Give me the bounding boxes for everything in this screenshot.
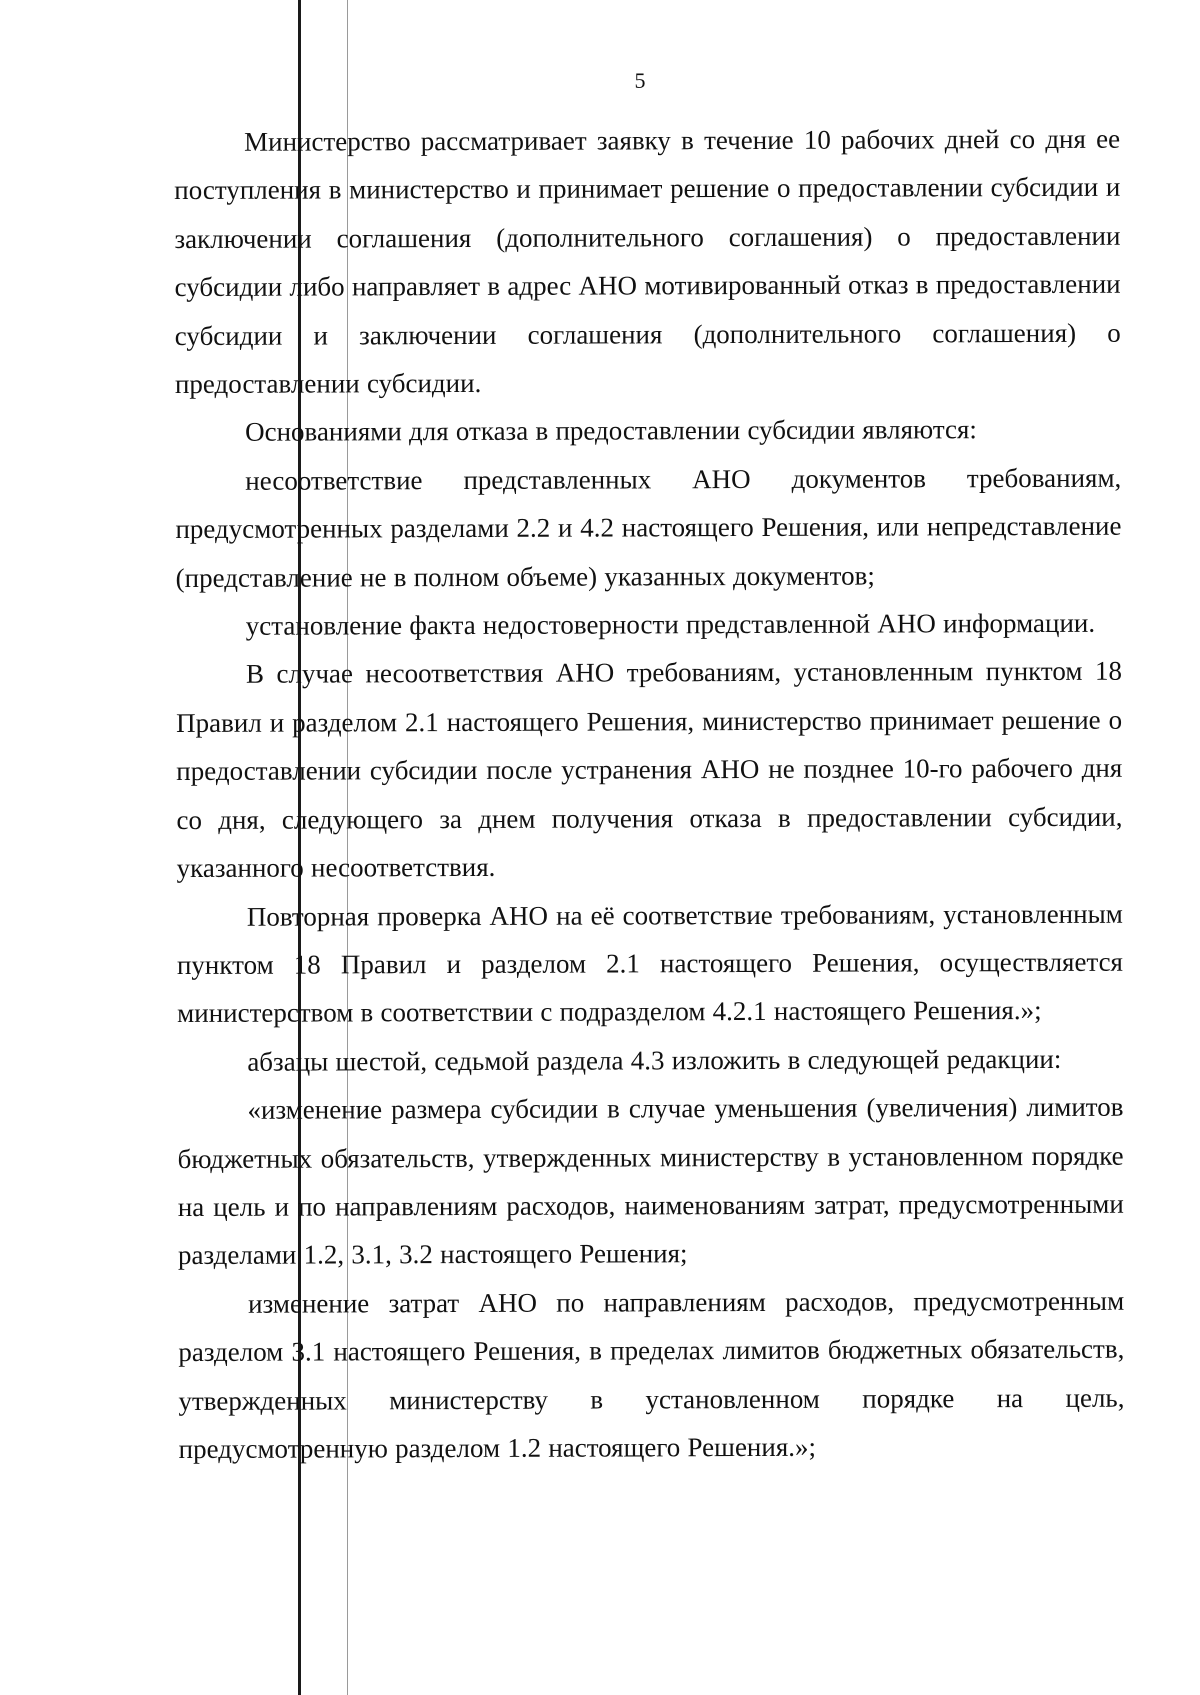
paragraph-amendment-instruction: абзацы шестой, седьмой раздела 4.3 изложить в следующей редакции:	[247, 1043, 1062, 1077]
paragraph-noncompliance-case: В случае несоответствия АНО требованиям, установленным пунктом 18 Правил и разделом 2.1 настоящего Решения, министерство принимает решение о предоставлении субсидии после устранения АНО не позднее 10-го рабочего дня со дня, следующего за днем получения отказа в предоставлении субсидии, указанного несоответствия.	[176, 656, 1123, 884]
paragraph-application-review: Министерство рассматривает заявку в течение 10 рабочих дней со дня ее поступления в министерство и принимает решение о предоставлении субсидии и заключении соглашения (дополнительного соглашения) о предоставлении субсидии либо направляет в адрес АНО мотивированный отказ в предоставлении субсидии и заключении соглашения (дополнительного соглашения) о предоставлении субсидии.	[174, 123, 1121, 400]
page-number: 5	[634, 68, 646, 93]
document-body	[174, 115, 1125, 1474]
paragraph-refusal-grounds-heading: Основаниями для отказа в предоставлении субсидии являются:	[245, 414, 977, 448]
paragraph-cost-change: изменение затрат АНО по направлениям расходов, предусмотренным разделом 3.1 настоящего Решения, в пределах лимитов бюджетных обязательств, утвержденных министерству в установленном порядке на цель, предусмотренную разделом 1.2 настоящего Решения.»;	[178, 1285, 1125, 1464]
paragraph-false-information: установление факта недостоверности представленной АНО информации.	[245, 607, 1096, 641]
paragraph-repeat-check: Повторная проверка АНО на её соответствие требованиям, установленным пунктом 18 Правил и разделом 2.1 настоящего Решения, осуществляется министерством в соответствии с подразделом 4.2.1 настоящего Решения.»;	[176, 898, 1124, 1029]
paragraph-subsidy-size-change: «изменение размера субсидии в случае уменьшения (увеличения) лимитов бюджетных обязательств, утвержденных министерству в установленном порядке на цель и по направлениям расходов, наименованиям затрат, предусмотренными разделами 1.2, 3.1, 3.2 настоящего Решения;	[177, 1091, 1124, 1271]
paragraph-documents-mismatch: несоответствие представленных АНО документов требованиям, предусмотренных разделами 2.2 и 4.2 настоящего Решения, или непредставление (представление не в полном объеме) указанных документов;	[175, 462, 1122, 593]
